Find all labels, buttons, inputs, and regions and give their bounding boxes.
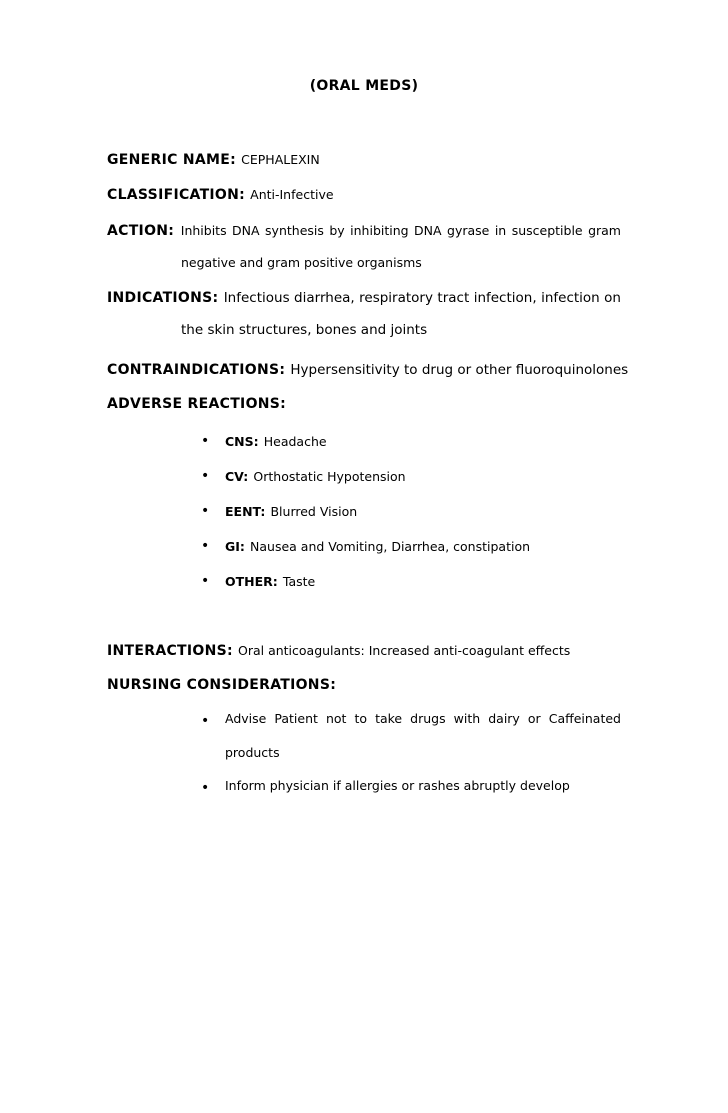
- interactions-label: INTERACTIONS:: [107, 643, 233, 659]
- bullet-icon: •: [201, 468, 210, 484]
- list-item: [201, 535, 209, 554]
- contraindications-value: Hypersensitivity to drug or other fluoroquinolones: [290, 362, 629, 378]
- page-title: (ORAL MEDS): [309, 78, 419, 94]
- list-item: [201, 465, 209, 484]
- action-label: ACTION:: [107, 223, 175, 239]
- adverse-item-value: Headache: [263, 434, 327, 449]
- list-item: [225, 536, 530, 555]
- interactions-value: Oral anticoagulants: Increased anti-coagulant effects: [237, 643, 571, 658]
- classification-row: [107, 184, 334, 203]
- indications-line-1: Infectious diarrhea, respiratory tract infection, infection on: [223, 290, 621, 306]
- nursing-considerations-heading: NURSING CONSIDERATIONS:: [107, 677, 337, 693]
- list-item: [225, 466, 406, 485]
- nursing-item-line-1: Advise Patient not to take drugs with dairy or Caffeinated: [225, 711, 621, 726]
- bullet-icon: •: [201, 503, 210, 519]
- generic-name-value: CEPHALEXIN: [241, 152, 320, 167]
- generic-name-row: [107, 149, 320, 168]
- adverse-item-value: Nausea and Vomiting, Diarrhea, constipation: [250, 539, 531, 554]
- bullet-icon: •: [201, 433, 210, 449]
- bullet-icon: •: [201, 573, 210, 589]
- nursing-item-line-1: Inform physician if allergies or rashes abruptly develop: [225, 778, 570, 793]
- bullet-icon: •: [201, 780, 210, 796]
- action-line-1: Inhibits DNA synthesis by inhibiting DNA gyrase in susceptible gram: [180, 223, 621, 238]
- contraindications-row: [107, 359, 628, 378]
- action-row: [107, 220, 621, 239]
- adverse-item-value: Blurred Vision: [270, 504, 358, 519]
- indications-line-2: the skin structures, bones and joints: [181, 322, 428, 338]
- list-item: [201, 500, 209, 519]
- classification-value: Anti-Infective: [250, 187, 334, 202]
- list-item: [225, 501, 357, 520]
- list-item: [225, 571, 315, 590]
- adverse-item-label: GI:: [225, 539, 245, 554]
- adverse-item-label: CV:: [225, 469, 249, 484]
- list-item: [225, 431, 327, 450]
- action-line-2: negative and gram positive organisms: [181, 255, 422, 270]
- indications-label: INDICATIONS:: [107, 290, 219, 306]
- adverse-reactions-heading: ADVERSE REACTIONS:: [107, 396, 287, 412]
- adverse-item-label: CNS:: [225, 434, 259, 449]
- classification-label: CLASSIFICATION:: [107, 187, 246, 203]
- adverse-item-label: EENT:: [225, 504, 266, 519]
- bullet-icon: •: [201, 713, 210, 729]
- adverse-item-value: Taste: [282, 574, 316, 589]
- indications-row: [107, 287, 621, 306]
- adverse-item-label: OTHER:: [225, 574, 278, 589]
- list-item: [201, 430, 209, 449]
- list-item: [201, 570, 209, 589]
- list-item: [201, 710, 209, 729]
- nursing-item-line-2: products: [225, 745, 280, 760]
- bullet-icon: •: [201, 538, 210, 554]
- adverse-item-value: Orthostatic Hypotension: [253, 469, 406, 484]
- list-item: [201, 777, 209, 796]
- contraindications-label: CONTRAINDICATIONS:: [107, 362, 286, 378]
- generic-name-label: GENERIC NAME:: [107, 152, 237, 168]
- interactions-row: [107, 640, 570, 659]
